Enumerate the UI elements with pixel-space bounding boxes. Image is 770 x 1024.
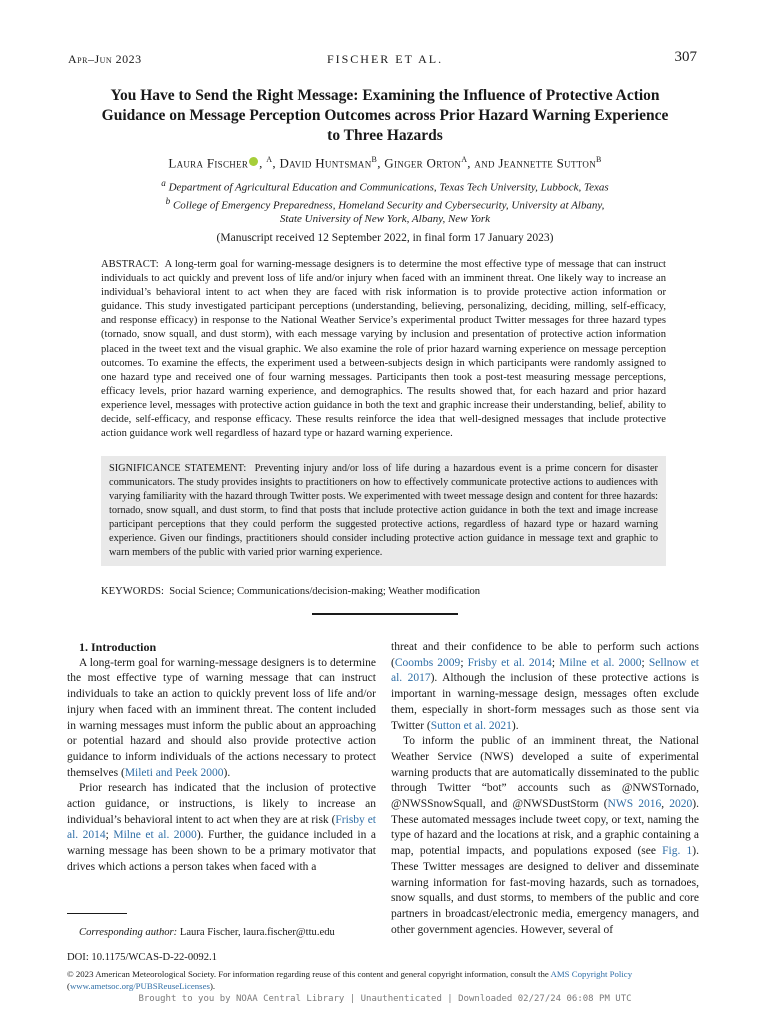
author-name: Laura Fischer	[168, 155, 249, 171]
citation-link[interactable]: Milne et al. 2000	[559, 656, 642, 669]
citation-link[interactable]: Frisby et al. 2014	[467, 656, 552, 669]
received-dates: (Manuscript received 12 September 2022, in final form 17 January 2023)	[216, 232, 554, 244]
copyright-notice: © 2023 American Meteorological Society. For information regarding reuse of this content and general copyright information, consult the AMS Copyright Policy (www.ametsoc.org/PUBSReuseLicenses).	[67, 969, 633, 991]
paragraph: A long-term goal for warning-message designers is to determine the most effective type of warning message that can instruct individuals to take an action to quickly prevent loss of life and/or injury when faced with an imminent threat. The content included in warning messages must inform the public about an approaching or potential hazard and should also provide protective action guidance to inform individuals of the actions necessary to protect themselves (Mileti and Peek 2000).	[67, 656, 376, 779]
running-head-authors: FISCHER ET AL.	[326, 52, 444, 66]
orcid-icon[interactable]	[249, 157, 258, 166]
footnote-text: Laura Fischer, laura.fischer@ttu.edu	[179, 927, 335, 938]
keywords	[101, 586, 666, 597]
citation-link[interactable]: 2020	[669, 798, 693, 811]
reuse-license-link[interactable]: www.ametsoc.org/PUBSReuseLicenses	[69, 981, 210, 991]
corresponding-author	[79, 927, 335, 938]
citation-link[interactable]: Sellnow et al. 2017	[391, 656, 699, 685]
affiliation: State University of New York, Albany, New York	[279, 213, 491, 226]
doi: DOI: 10.1175/WCAS-D-22-0092.1	[67, 952, 217, 963]
author-sup: a	[266, 153, 273, 165]
download-footer: Brought to you by NOAA Central Library | Unauthenticated | Downloaded 02/27/24 06:08 PM UTC	[138, 994, 632, 1004]
citation-link[interactable]: Sutton et al. 2021	[430, 719, 512, 732]
author-sup: b	[371, 153, 378, 165]
author-sup: b	[596, 153, 602, 165]
citation-link[interactable]: Coombs 2009	[394, 656, 461, 669]
citation-link[interactable]: NWS 2016	[607, 798, 662, 811]
author-list: Laura Fischer , $^a$, David Huntsman$^b$, Ginger Orton$^a$, and Jeannette Sutton$^b$	[168, 153, 602, 171]
right-column	[391, 640, 699, 938]
footnote-rule	[67, 913, 127, 914]
author-name: Jeannette Sutton	[498, 155, 597, 171]
author-sup: a	[461, 153, 468, 165]
paragraph: To inform the public of an imminent threat, the National Weather Service (NWS) developed a suite of experimental warning products that are automatically disseminated to the public through Twitter “bot” accounts such as @NWSTornado, @NWSSnowSquall, and @NWSDustStorm (NWS 2016, 2020). These automated messages include tweet copy, or text, naming the type of hazard and the locations at risk, and a graphic containing a map, potential impacts, and populations exposed (see Fig. 1). These Twitter messages are designed to deliver and disseminate warning information for fast-moving hazards, such as tornadoes, snow squalls, and dust storms, to members of the public and core partners in broadcast/electronic media, emergency managers, and other government agencies. However, several of	[391, 735, 700, 936]
paragraph: threat and their confidence to be able to perform such actions (Coombs 2009; Frisby et al. 2014; Milne et al. 2000; Sellnow et al. 2017). Although the inclusion of these protective actions is important in warning-message design, messages often exclude them, especially in short-form messages such as those sent via Twitter (Sutton et al. 2021).	[391, 641, 699, 732]
significance-text: Preventing injury and/or loss of life during a hazardous event is a prime concern for disaster communicators. The study provides insights to practitioners on how to effectively communicate protective actions to audiences with varying familiarity with the hazard through Twitter posts. We experimented with tweet message design and content for three hazards: tornado, snow squall, and dust storm, to find that posts that include protective action guidance in both the text and image increase participant perceptions that they could perform the suggested protective actions, regardless of hazard type or hazard warning experience. Given our findings, practitioners should consider including protective action guidance in message text and graphic to warn members of the public with varied prior warning experience.	[109, 463, 658, 558]
significance-statement	[101, 456, 666, 566]
copyright-policy-link[interactable]: AMS Copyright Policy	[550, 969, 633, 979]
abstract-text: A long-term goal for warning-message designers is to determine the most effective type of message that can instruct individuals to act quickly and prevent loss of life and/or injury when faced with an imminent threat. One likely way to increase an individual’s behavioral intent to act when they are faced with risk information is to provide protective action information or guidance. This study investigated participant perceptions (understanding, believing, personalizing, deciding, milling, self-efficacy, and response efficacy) in response to the National Weather Service’s experimental product Twitter messages for three hazard types (tornado, snow squall, and dust storm), with each message varying by inclusion and presentation of protective action information placed in the tweet text and the visual graphic. We also examine the role of prior hazard warning experience on message perception outcomes. To examine the effects, the experiment used a between-subjects design in which participants were randomly assigned to one hazard type and received one of four warning messages. Participants then took a post-test measuring message perceptions, efficacy levels, prior hazard warning experience, and demographics. The results showed that, for each hazard and prior hazard experience level, messages with protective action guidance in both the text and graphic increase their understanding, belief, ability to decide, self-efficacy, and response efficacy. These results reinforce the idea that well-designed messages that include protective action guidance work well regardless of hazard type or hazard warning experience.	[101, 259, 666, 440]
affiliations	[80, 177, 690, 227]
author-name: Ginger Orton	[384, 155, 462, 171]
section-heading: 1. Introduction	[79, 640, 157, 654]
affiliation: $^b$ College of Emergency Preparedness, Homeland Security and Cybersecurity, University at Albany,	[165, 196, 605, 212]
footnote-label: Corresponding author:	[79, 927, 178, 938]
affiliation: $^a$ Department of Agricultural Education and Communications, Texas Tech University, Lubbock, Texas	[161, 178, 609, 194]
paragraph: Prior research has indicated that the inclusion of protective action guidance, or instructions, is likely to increase an individual’s behavioral intent to act when they are at risk (Frisby et al. 2014; Milne et al. 2000). Further, the guidance included in a warning message has been shown to be a primary motivator that drives which actions a person takes when faced with a	[67, 782, 376, 873]
author-name: David Huntsman	[279, 155, 372, 171]
abstract	[101, 258, 666, 441]
citation-link[interactable]: Milne et al. 2000	[113, 829, 197, 842]
significance-label: SIGNIFICANCE STATEMENT:	[109, 463, 247, 474]
keywords-text: Social Science; Communications/decision-making; Weather modification	[169, 586, 481, 597]
keywords-label: KEYWORDS:	[101, 586, 164, 597]
citation-link[interactable]: Mileti and Peek 2000	[124, 766, 224, 779]
page-number: 307	[674, 49, 697, 65]
section-divider	[312, 613, 458, 615]
figure-link[interactable]: Fig. 1	[662, 845, 693, 858]
abstract-label: ABSTRACT:	[101, 259, 159, 270]
left-column	[67, 640, 376, 876]
running-head-date: Apr–Jun 2023	[68, 52, 142, 66]
citation-link[interactable]: Frisby et al. 2014	[67, 813, 376, 842]
article-title: You Have to Send the Right Message: Examining the Influence of Protective Action Guidance on Message Perception Outcomes across Prior Hazard Warning Experience to Three Hazards	[101, 87, 669, 144]
